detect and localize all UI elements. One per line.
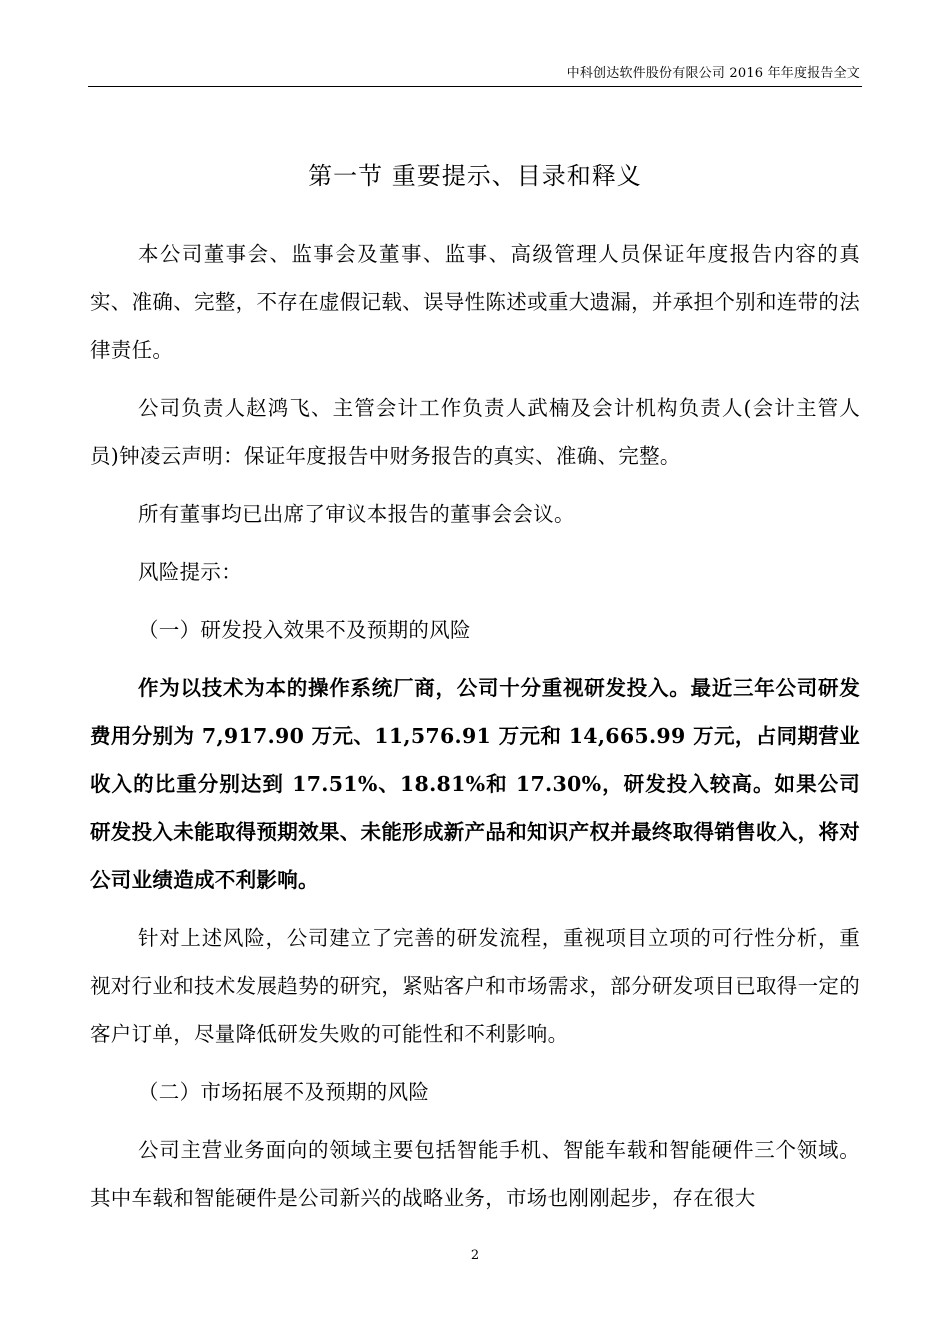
paragraph-rd-investment: 作为以技术为本的操作系统厂商，公司十分重视研发投入。最近三年公司研发费用分别为 7,917.90 万元、11,576.91 万元和 14,665.99 万元，占同期营业收入的比重分别达到 17.51%、18.81%和 17.30%，研发投入较高。如果公司研发投入未能取得预期效果、未能形成新产品和知识产权并最终取得销售收入，将对公司业绩造成不利影响。 [90, 676, 860, 892]
document-body [90, 230, 860, 1232]
paragraph-risk-heading: 风险提示： [138, 560, 242, 584]
page-number: 2 [470, 1248, 480, 1263]
paragraph-board-guarantee: 本公司董事会、监事会及董事、监事、高级管理人员保证年度报告内容的真实、准确、完整，不存在虚假记载、误导性陈述或重大遗漏，并承担个别和连带的法律责任。 [90, 242, 860, 362]
paragraph-market-expansion: 公司主营业务面向的领域主要包括智能手机、智能车载和智能硬件三个领域。其中车载和智能硬件是公司新兴的战略业务，市场也刚刚起步，存在很大 [90, 1138, 860, 1210]
section-title: 第一节 重要提示、目录和释义 [308, 162, 642, 190]
paragraph-responsible-persons: 公司负责人赵鸿飞、主管会计工作负责人武楠及会计机构负责人(会计主管人员)钟凌云声明：保证年度报告中财务报告的真实、准确、完整。 [90, 396, 860, 468]
running-header: 中科创达软件股份有限公司 2016 年年度报告全文 [566, 66, 860, 81]
paragraph-rd-mitigation: 针对上述风险，公司建立了完善的研发流程，重视项目立项的可行性分析，重视对行业和技术发展趋势的研究，紧贴客户和市场需求，部分研发项目已取得一定的客户订单，尽量降低研发失败的可能性和不利影响。 [90, 926, 860, 1046]
paragraph-risk-1-heading: （一）研发投入效果不及预期的风险 [138, 618, 471, 642]
paragraph-risk-2-heading: （二）市场拓展不及预期的风险 [138, 1080, 430, 1104]
header-divider [88, 86, 862, 87]
paragraph-directors-attendance: 所有董事均已出席了审议本报告的董事会会议。 [138, 502, 575, 526]
